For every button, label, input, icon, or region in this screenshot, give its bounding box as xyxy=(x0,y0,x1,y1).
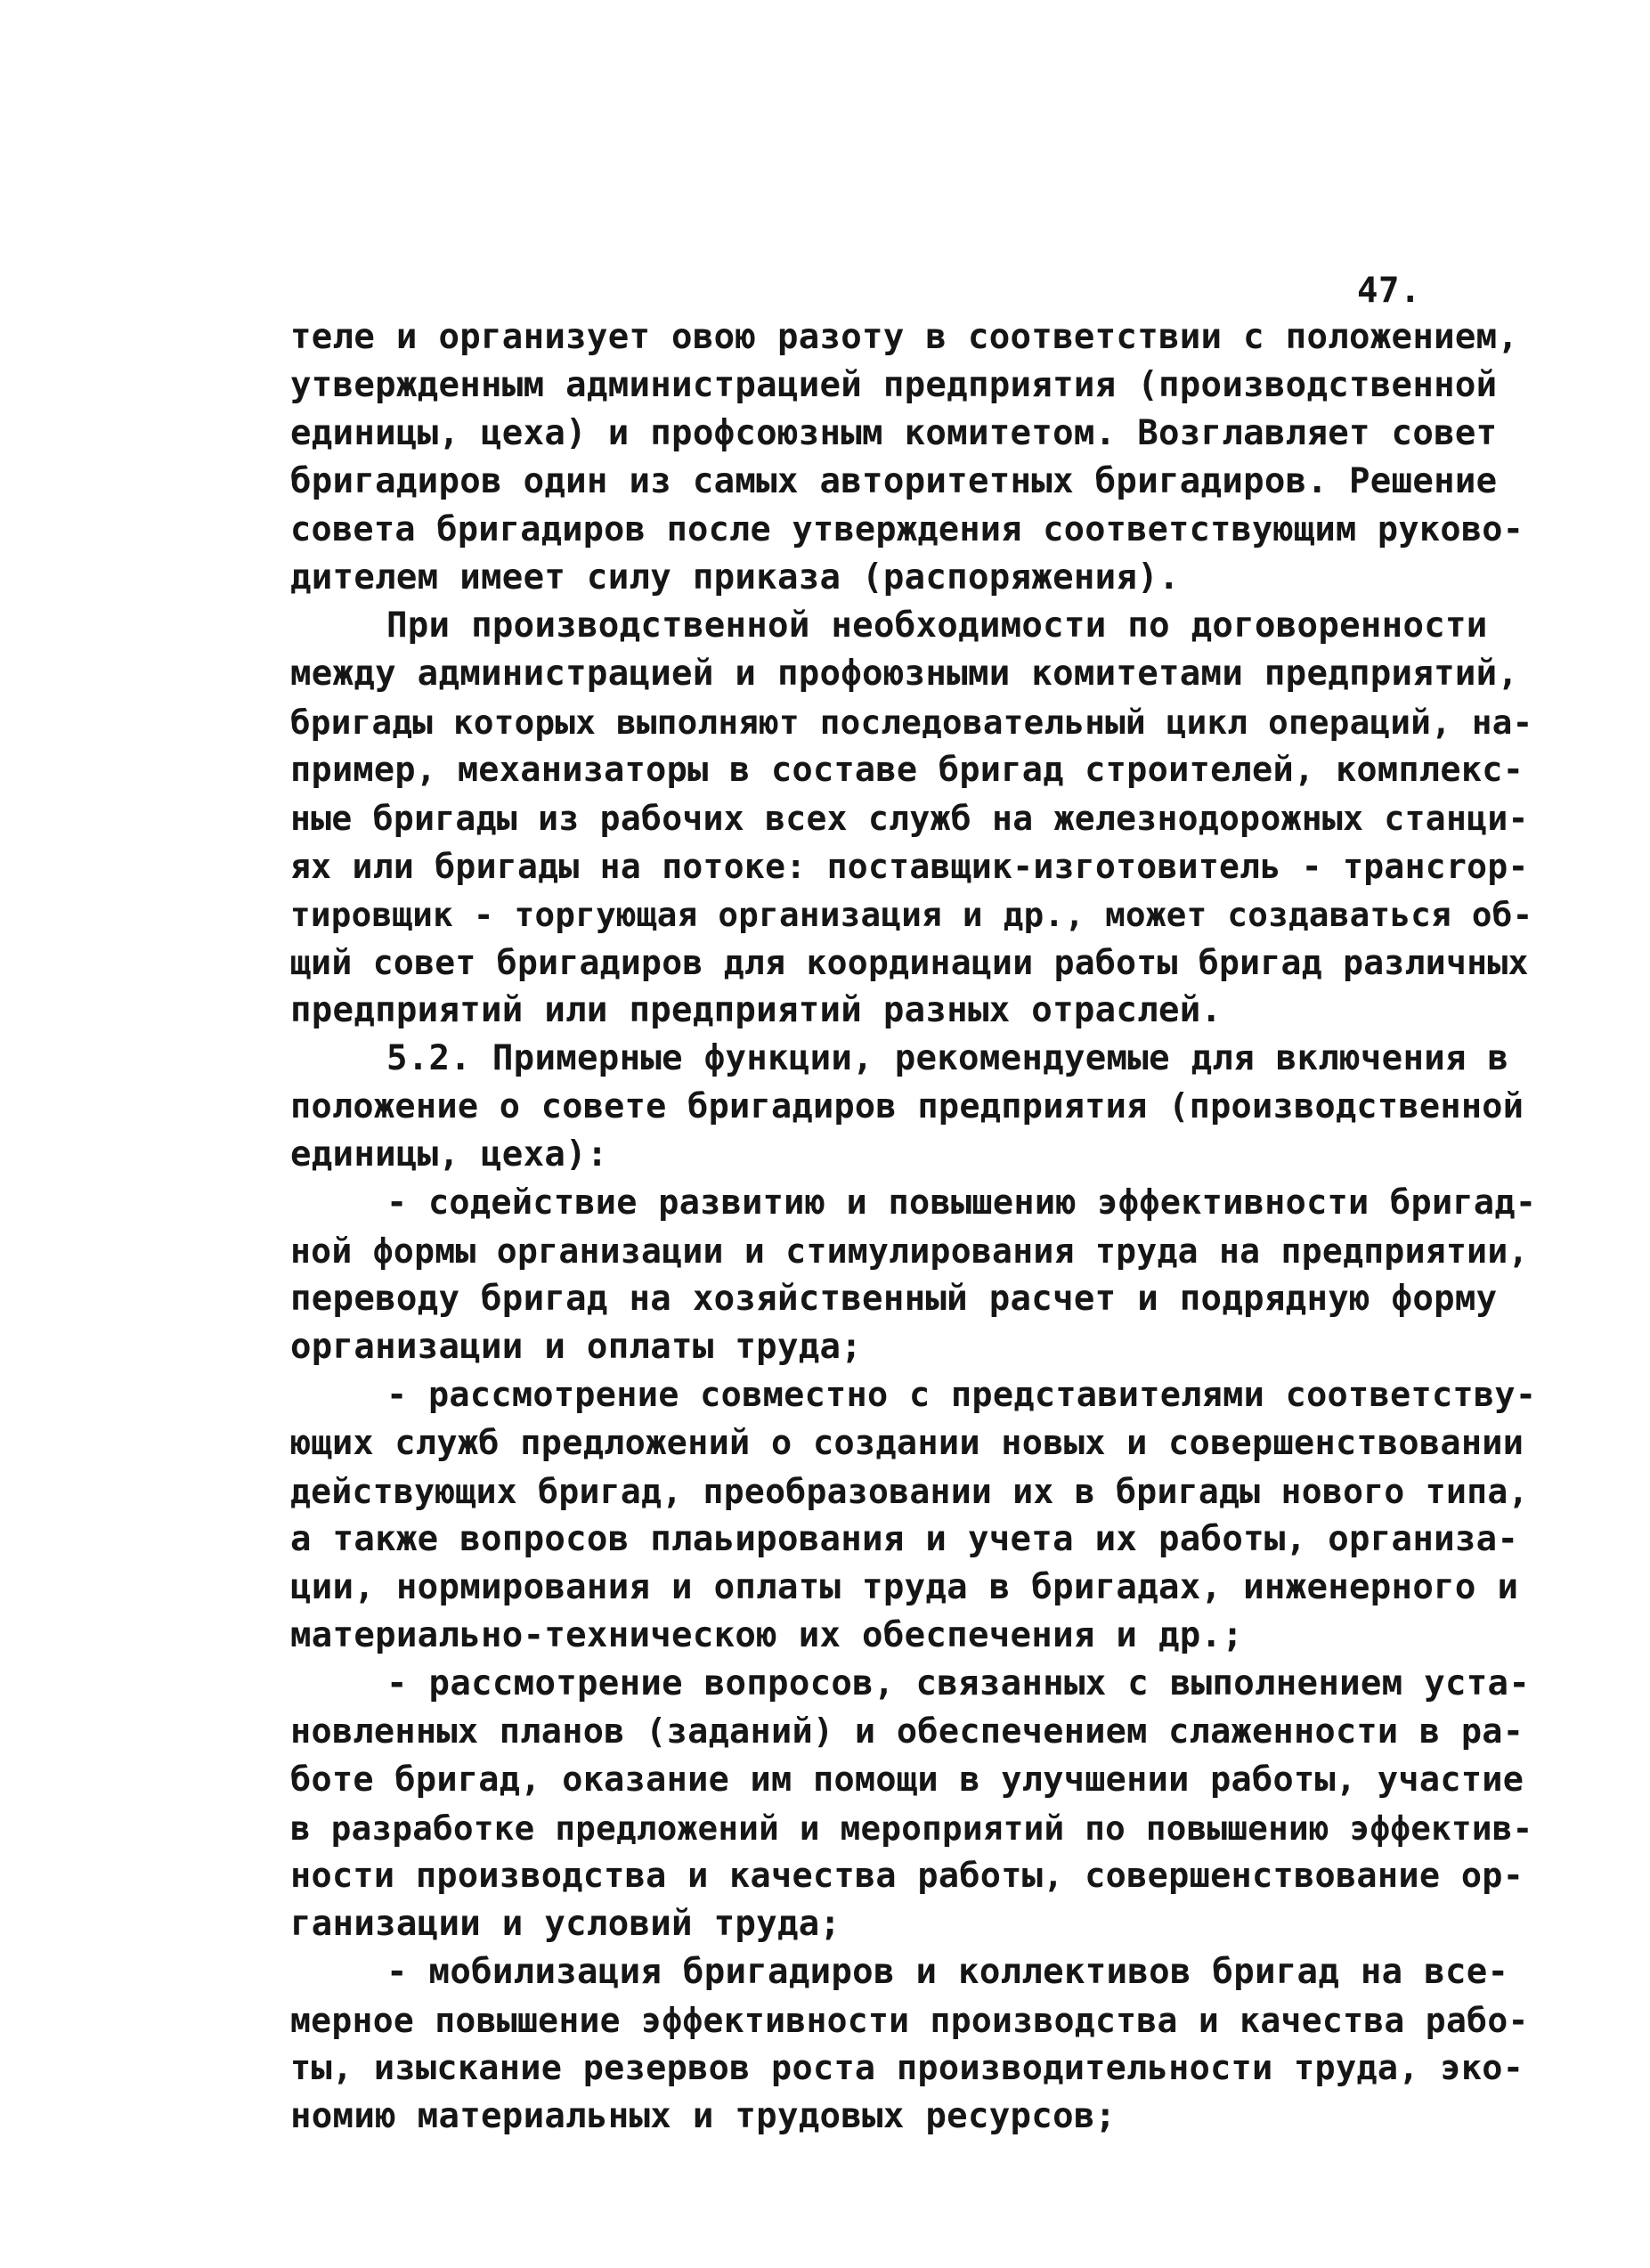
text-line: пример, механизаторы в составе бригад строителей, комплекс- xyxy=(290,750,1524,790)
text-line: номию материальных и трудовых ресурсов; xyxy=(290,2096,1117,2136)
text-line: При производственной необходимости по договоренности xyxy=(386,606,1488,646)
text-line: переводу бригад на хозяйственный расчет и подрядную форму xyxy=(290,1279,1498,1319)
text-line: положение о совете бригадиров предприятия (производственной xyxy=(290,1086,1524,1126)
text-line: ях или бригады на потоке: поставщик-изготовитель - трансrop- xyxy=(290,847,1529,886)
text-line: ции, нормирования и оплаты труда в бригадах, инженерного и xyxy=(290,1567,1519,1607)
text-line: бригады которых выполняют последовательный цикл операций, на- xyxy=(290,703,1533,742)
text-line: ганизации и условий труда; xyxy=(290,1904,841,1944)
text-line: между администрацией и профоюзными комитетами предприятий, xyxy=(290,654,1519,694)
text-line: - рассмотрение вопросов, связанных с выполнением уста- xyxy=(386,1663,1531,1703)
text-line: ной формы организации и стимулирования труда на предприятии, xyxy=(290,1232,1529,1271)
text-line: совета бригадиров после утверждения соответствующим руково- xyxy=(290,509,1524,549)
text-line: щий совет бригадиров для координации работы бригад различных xyxy=(290,943,1529,982)
page-number: 47. xyxy=(1357,271,1421,311)
text-line: ты, изыскание резервов роста производительности труда, эко- xyxy=(290,2048,1524,2088)
text-line: мерное повышение эффективности производства и качества рабо- xyxy=(290,2001,1529,2040)
text-line: в разработке предложений и мероприятий по повышению эффектив- xyxy=(290,1809,1533,1848)
text-line: дителем имеет силу приказа (распоряжения). xyxy=(290,557,1180,597)
text-line: предприятий или предприятий разных отраслей. xyxy=(290,990,1223,1030)
text-line: ющих служб предложений о создании новых и совершенствовании xyxy=(290,1423,1524,1463)
text-line: - мобилизация бригадиров и коллективов бригад на все- xyxy=(386,1952,1509,1992)
text-line: единицы, цеха): xyxy=(290,1134,608,1175)
text-line: - рассмотрение совместно с представителями соответству- xyxy=(386,1375,1537,1415)
body-text xyxy=(290,313,1537,2141)
text-line: - содействие развитию и повышению эффективности бригад- xyxy=(386,1183,1537,1223)
text-line: бригадиров один из самых авторитетных бригадиров. Решение xyxy=(290,461,1498,501)
text-line: утвержденным администрацией предприятия (производственной xyxy=(290,365,1498,405)
text-line: тировщик - торгующая организация и др., может создаваться об- xyxy=(290,895,1533,934)
text-line: теле и организует овою разоту в соответствии с положением, xyxy=(290,317,1519,357)
text-line: боте бригад, оказание им помощи в улучшении работы, участие xyxy=(290,1760,1524,1800)
text-line: действующих бригад, преобразовании их в бригады нового типа, xyxy=(290,1472,1529,1511)
text-line: ные бригады из рабочих всех служб на железнодорожных станци- xyxy=(290,799,1529,838)
text-line: а также вопросов плаьирования и учета их работы, организа- xyxy=(290,1519,1519,1559)
text-line: единицы, цеха) и профсоюзным комитетом. Возглавляет совет xyxy=(290,413,1498,453)
text-line: материально-техническою их обеспечения и др.; xyxy=(290,1615,1244,1655)
text-line: организации и оплаты труда; xyxy=(290,1327,863,1367)
text-line: 5.2. Примерные функции, рекомендуемые для включения в xyxy=(386,1038,1509,1078)
text-line: новленных планов (заданий) и обеспечением слаженности в ра- xyxy=(290,1711,1524,1752)
text-line: ности производства и качества работы, совершенствование ор- xyxy=(290,1856,1524,1896)
